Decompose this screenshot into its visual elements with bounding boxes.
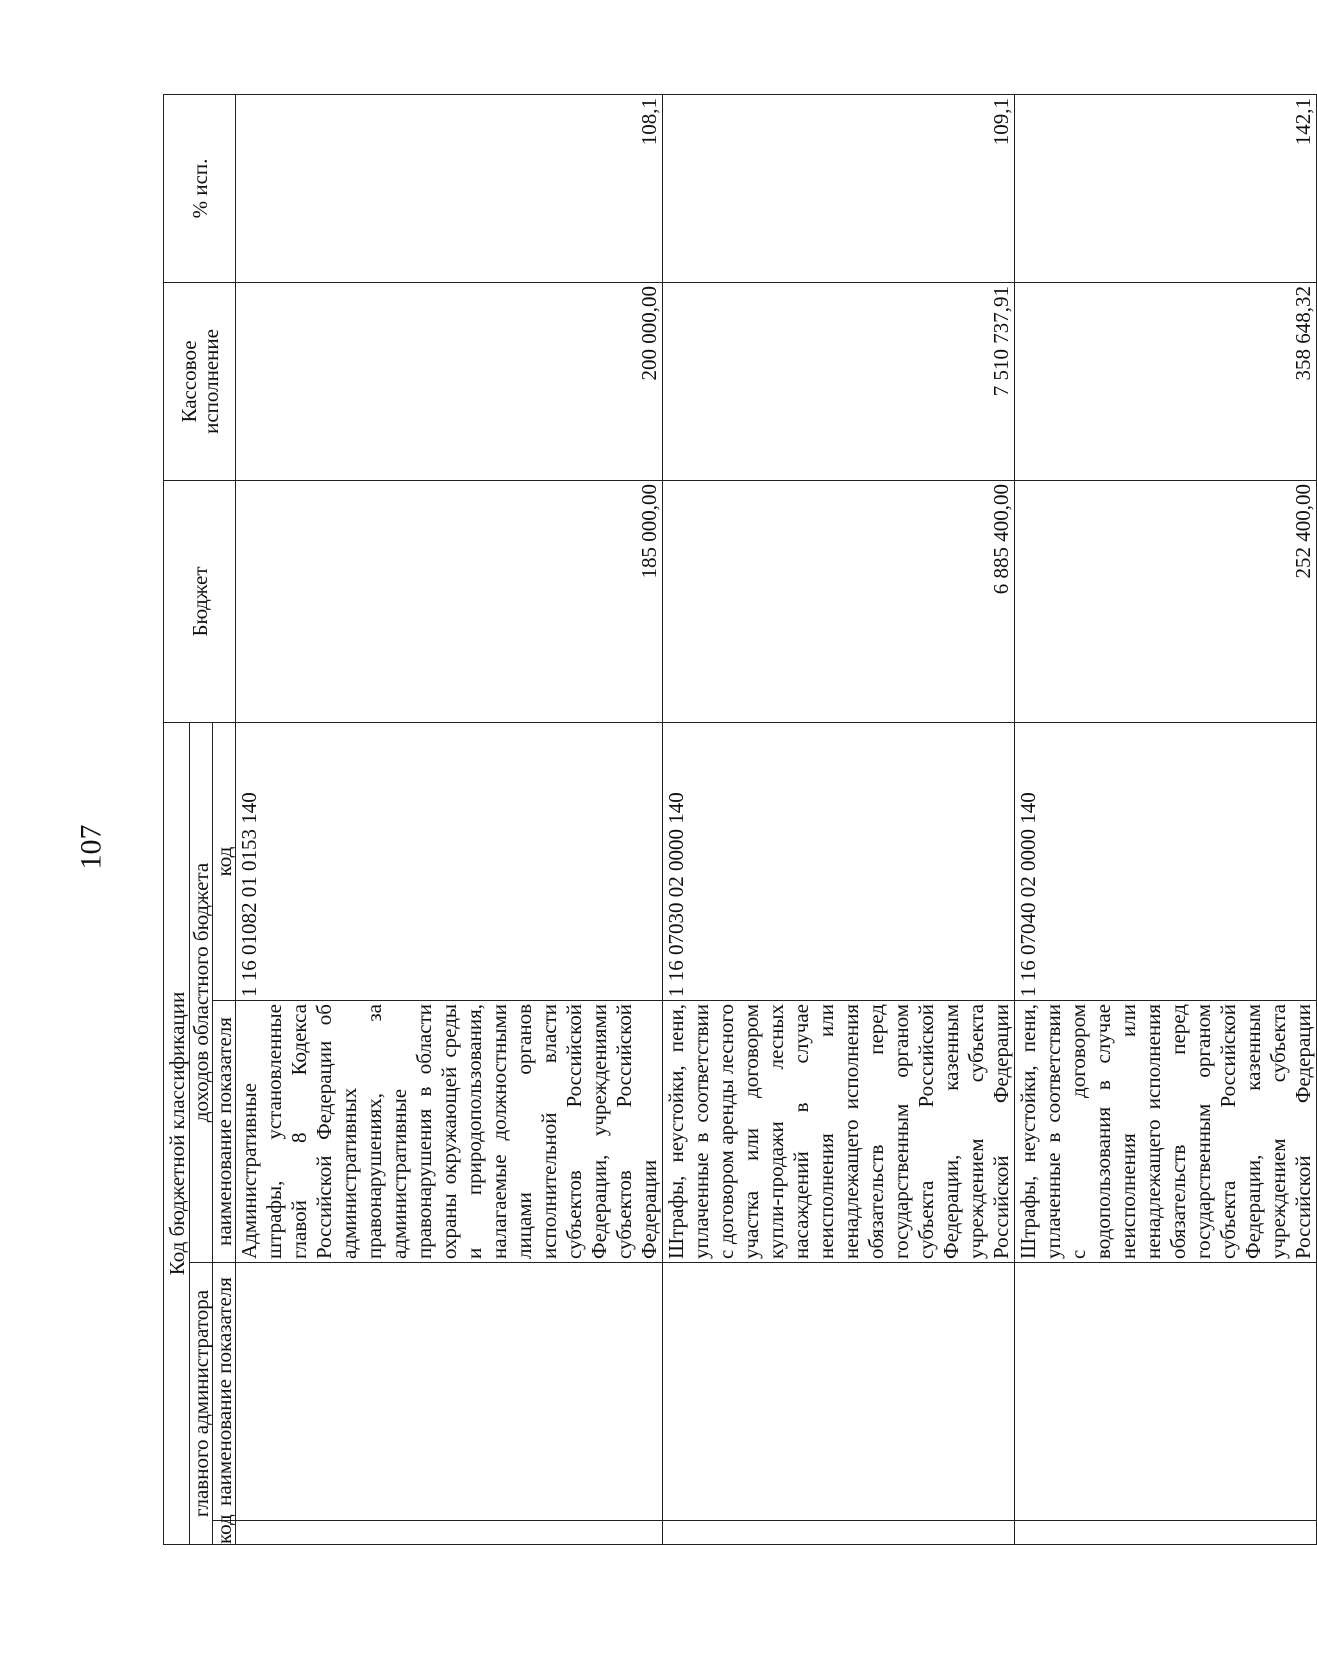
- row-budget-code: 1 16 01082 01 0153 140: [236, 722, 663, 1000]
- row-budget-value: 252 400,00: [1015, 480, 1317, 722]
- table-row: [236, 94, 663, 1544]
- row-budget-code: 1 16 07040 02 0000 140: [1015, 722, 1317, 1000]
- row-budget-value: 185 000,00: [236, 480, 663, 722]
- page-number: 107: [74, 824, 108, 870]
- row-indicator-name: Административные штрафы, установленные главой 8 Кодекса Российской Федерации об административных правонарушениях, за административные правонарушения в области охраны окружающей среды и природопользования, налагаемые должностными лицами органов исполнительной власти субъектов Российской Федерации, учреждениями субъектов Российской Федерации: [236, 1001, 663, 1263]
- header-percent: % исп.: [164, 94, 236, 282]
- row-admin-code: [236, 1521, 663, 1545]
- header-main-administrator: главного администратора: [190, 1263, 213, 1545]
- row-cash-value: 358 648,32: [1015, 282, 1317, 480]
- row-percent-value: 108,1: [236, 94, 663, 282]
- header-admin-name: наименование показателя: [213, 1263, 236, 1521]
- row-admin-code: [663, 1521, 1015, 1545]
- table-body: [236, 94, 1317, 1544]
- table-row: [1015, 94, 1317, 1544]
- row-indicator-name: Штрафы, неустойки, пени, уплаченные в соответствии с договором водопользования в случае неисполнения или ненадлежащего исполнения обязательств перед государственным органом субъекта Российской Федерации, казенным учреждением субъекта Российской Федерации: [1015, 1001, 1317, 1263]
- header-income-name: наименование показателя: [213, 1001, 236, 1263]
- header-cash-execution: Кассовое исполнение: [164, 282, 236, 480]
- row-admin-code: [1015, 1521, 1317, 1545]
- table-row: [663, 94, 1015, 1544]
- table-header: [164, 94, 236, 1544]
- row-percent-value: 109,1: [663, 94, 1015, 282]
- row-percent-value: 142,1: [1015, 94, 1317, 282]
- row-admin-name: [663, 1263, 1015, 1521]
- budget-table: [163, 94, 1317, 1545]
- row-cash-value: 200 000,00: [236, 282, 663, 480]
- rotated-table-wrapper: [163, 95, 1315, 1545]
- header-regional-income: доходов областного бюджета: [190, 722, 213, 1262]
- header-classification: Код бюджетной классификации: [164, 722, 190, 1544]
- header-budget: Бюджет: [164, 480, 236, 722]
- row-indicator-name: Штрафы, неустойки, пени, уплаченные в соответствии с договором аренды лесного участка или договором купли-продажи лесных насаждений в случае неисполнения или ненадлежащего исполнения обязательств перед государственным органом субъекта Российской Федерации, казенным учреждением субъекта Российской Федерации: [663, 1001, 1015, 1263]
- row-budget-code: 1 16 07030 02 0000 140: [663, 722, 1015, 1000]
- row-cash-value: 7 510 737,91: [663, 282, 1015, 480]
- header-income-code: код: [213, 722, 236, 1000]
- row-budget-value: 6 885 400,00: [663, 480, 1015, 722]
- row-admin-name: [236, 1263, 663, 1521]
- row-admin-name: [1015, 1263, 1317, 1521]
- header-admin-code: код: [212, 1514, 236, 1544]
